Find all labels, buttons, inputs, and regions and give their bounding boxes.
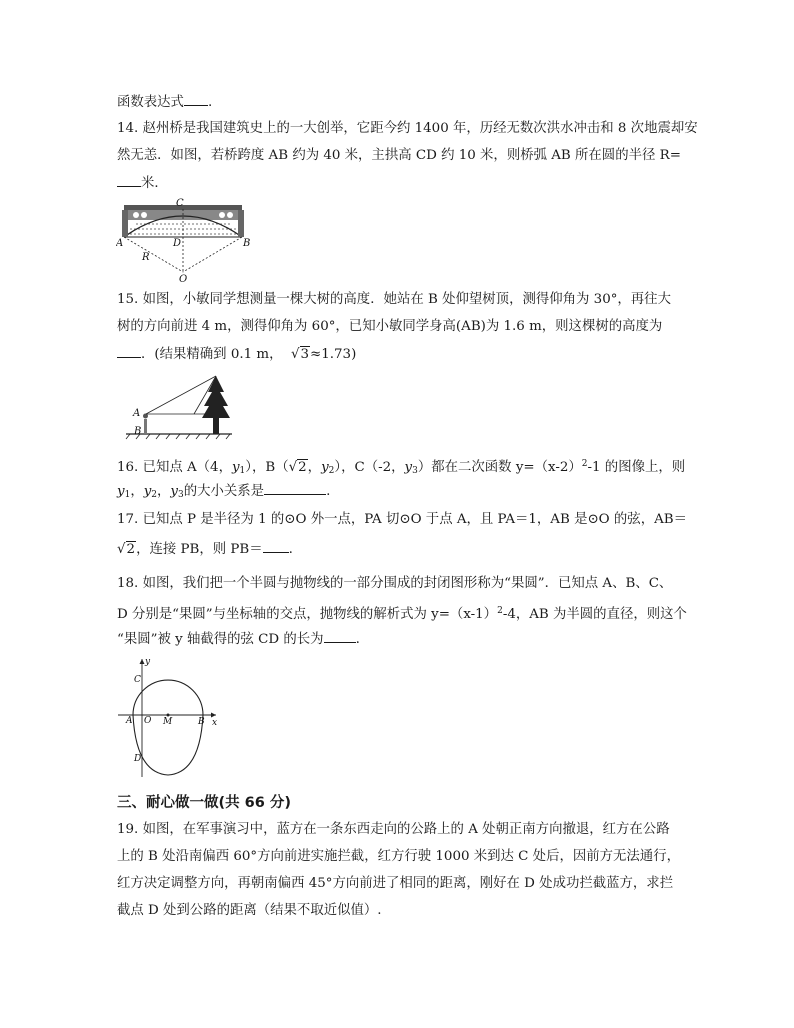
- tree-figure: [116, 372, 236, 442]
- q15-line3: ．(结果精确到 0.1 m， √3≈1.73): [117, 345, 356, 364]
- label-a: A: [116, 238, 124, 249]
- q14-line1: 14. 赵州桥是我国建筑史上的一大创举，它距今约 1400 年，历经无数次洪水冲击和 8 次地震却安: [117, 121, 698, 136]
- label-a: A: [133, 408, 141, 419]
- label-y: y: [145, 657, 151, 667]
- label-c: C: [176, 198, 184, 209]
- bridge-figure: [116, 197, 256, 283]
- label-o: O: [144, 716, 152, 726]
- label-m: M: [163, 717, 173, 727]
- q15-line2: 树的方向前进 4 m，测得仰角为 60°，已知小敏同学身高(AB)为 1.6 m，则这棵树的高度为: [117, 319, 663, 334]
- q19-line1: 19. 如图，在军事演习中，蓝方在一条东西走向的公路上的 A 处朝正南方向撤退，红方在公路: [117, 822, 670, 837]
- answer-blank[interactable]: [264, 482, 326, 495]
- label-b: B: [243, 238, 251, 249]
- label-r: R: [142, 252, 150, 263]
- answer-blank[interactable]: [184, 93, 208, 106]
- label-b: B: [134, 426, 142, 437]
- answer-blank[interactable]: [324, 630, 356, 643]
- q14-line2: 然无恙．如图，若桥跨度 AB 约为 40 米，主拱高 CD 约 10 米，则桥弧 AB 所在圆的半径 R=: [117, 148, 681, 163]
- semicircle: [133, 680, 203, 715]
- label-a: A: [126, 716, 133, 726]
- label-b: B: [198, 717, 205, 727]
- answer-blank[interactable]: [117, 174, 141, 187]
- answer-blank[interactable]: [117, 345, 141, 358]
- q17-line2: √2，连接 PB，则 PB＝ .: [117, 542, 293, 557]
- label-o: O: [179, 274, 188, 283]
- q15-line1: 15. 如图，小敏同学想测量一棵大树的高度．她站在 B 处仰望树顶，测得仰角为 30°，再往大: [117, 292, 671, 307]
- q19-line4: 截点 D 处到公路的距离（结果不取近似值）.: [117, 903, 382, 918]
- q17-line1: 17. 已知点 P 是半径为 1 的⊙O 外一点，PA 切⊙O 于点 A，且 PA＝1，AB 是⊙O 的弦，AB＝: [117, 512, 687, 527]
- tree-trunk: [213, 418, 219, 434]
- fruit-circle-figure: [116, 655, 224, 779]
- q18-line1: 18. 如图，我们把一个半圆与抛物线的一部分围成的封闭图形称为“果圆”．已知点 A、B、C、: [117, 576, 673, 591]
- q14-line3: 米．: [117, 174, 168, 193]
- label-c: C: [134, 675, 141, 685]
- q19-line3: 红方决定调整方向，再朝南偏西 45°方向前进了相同的距离，刚好在 D 处成功拦截蓝方，求拦: [117, 876, 674, 891]
- section-heading: 三、耐心做一做(共 66 分): [117, 795, 292, 811]
- q18-line2: D 分别是“果圆”与坐标轴的交点，抛物线的解析式为 $y=(x-1)^2-4$，AB 为半圆的直径，则这个: [117, 606, 687, 622]
- q18-line3: “果圆”被 y 轴截得的弦 CD 的长为 .: [117, 632, 360, 647]
- q16-line2: $y_1$，$y_2$，$y_3$的大小关系是 .: [117, 484, 331, 500]
- label-d: D: [173, 238, 182, 249]
- q13-tail: 函数表达式 .: [117, 95, 213, 110]
- q16-line1: 16. 已知点 A（4，$y_1$），B（√2，$y_2$），C（-2，$y_3$）都在二次函数 $y=(x-2)^2-1$ 的图像上，则: [117, 459, 686, 476]
- q19-line2: 上的 B 处沿南偏西 60°方向前进实施拦截，红方行驶 1000 米到达 C 处后，因前方无法通行，: [117, 849, 680, 864]
- answer-blank[interactable]: [263, 540, 289, 553]
- tree-crown: [202, 376, 230, 418]
- label-x: x: [212, 718, 218, 728]
- label-d: D: [134, 754, 142, 764]
